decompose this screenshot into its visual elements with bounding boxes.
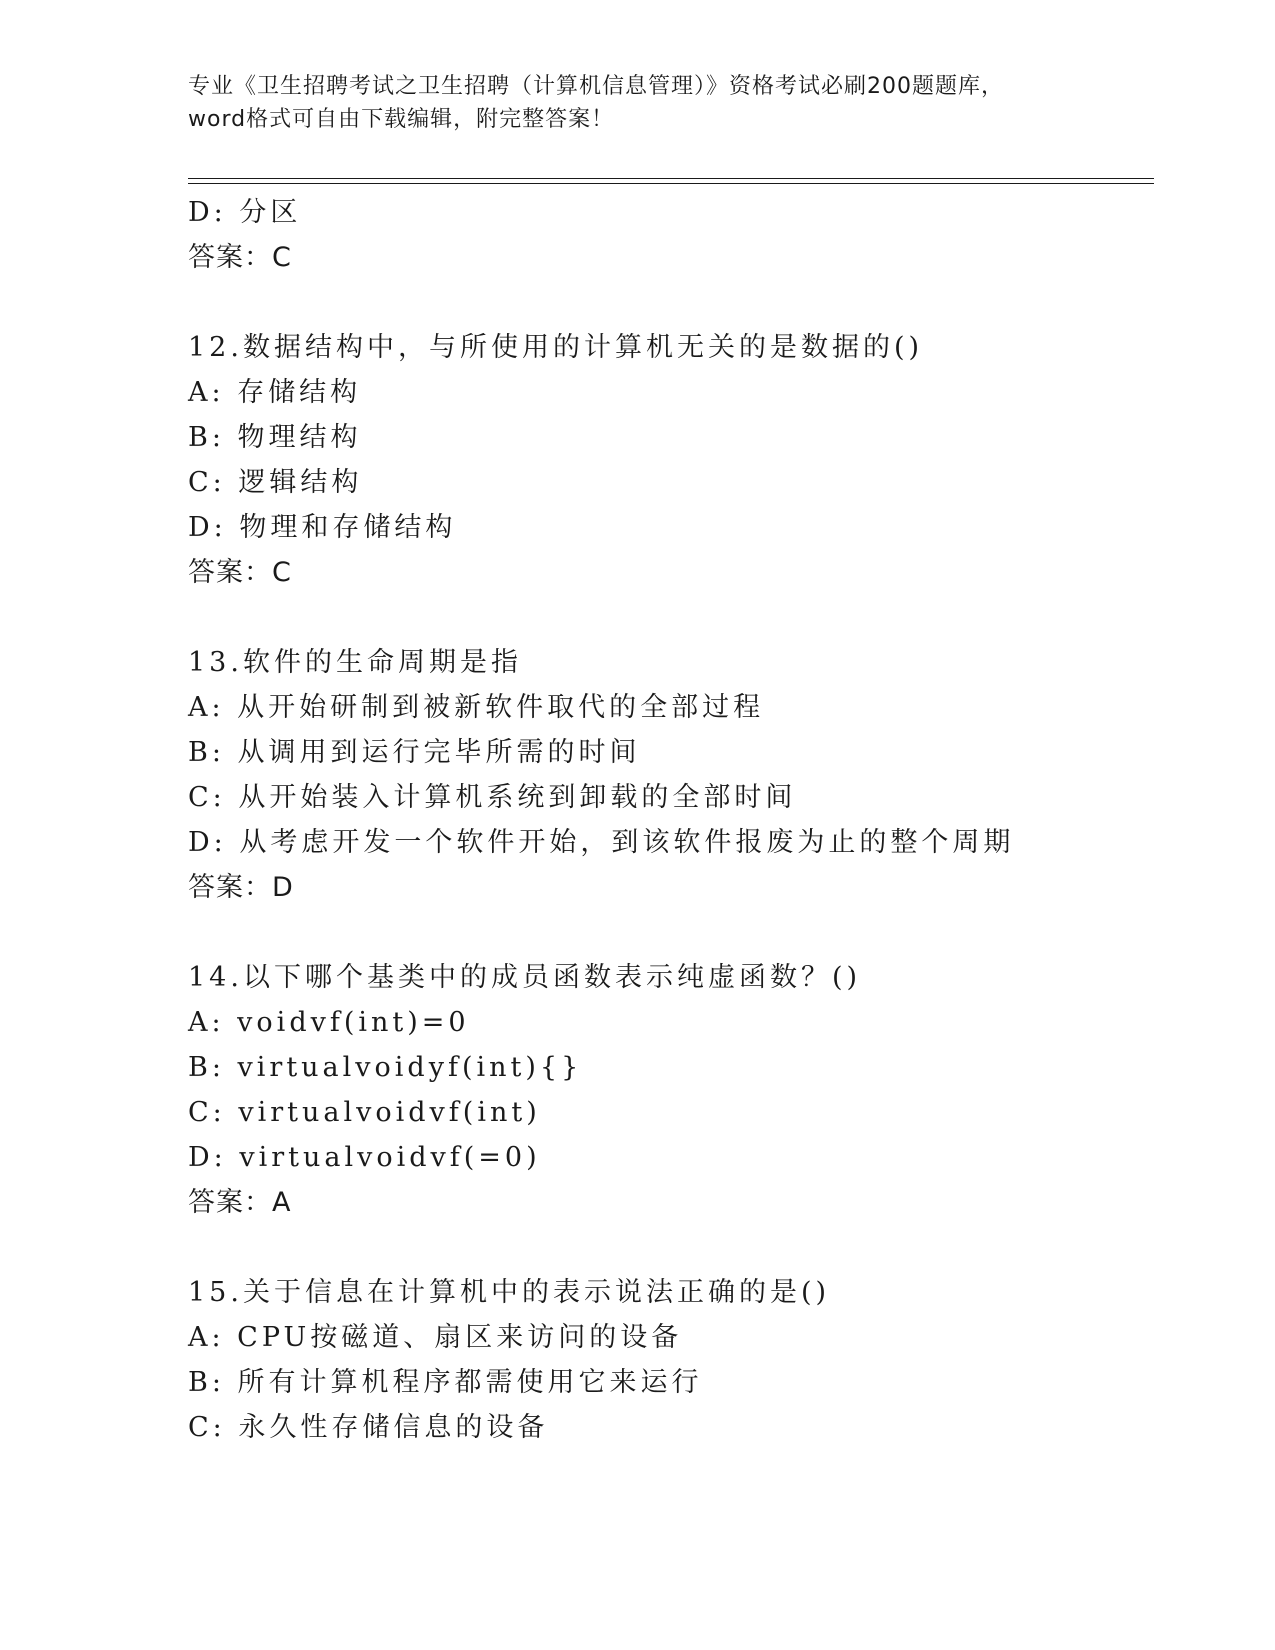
option-d: D: 从考虑开发一个软件开始，到该软件报废为止的整个周期 (188, 827, 1015, 858)
spacer (188, 280, 1148, 325)
option-a: A: 从开始研制到被新软件取代的全部过程 (188, 692, 765, 723)
option-c: C: virtualvoidvf(int) (188, 1097, 541, 1128)
answer-line: 答案：A (188, 1187, 292, 1218)
spacer (188, 910, 1148, 955)
question-stem-15: 15.关于信息在计算机中的表示说法正确的是() (188, 1277, 831, 1308)
option-b: B: 从调用到运行完毕所需的时间 (188, 737, 641, 768)
option-a: A: CPU按磁道、扇区来访问的设备 (188, 1322, 683, 1353)
question-stem-12: 12.数据结构中，与所使用的计算机无关的是数据的() (188, 332, 924, 363)
option-d: D: 物理和存储结构 (188, 512, 457, 543)
option-a: A: voidvf(int)=0 (188, 1007, 470, 1038)
option-b: B: 物理结构 (188, 422, 362, 453)
question-stem-13: 13.软件的生命周期是指 (188, 647, 522, 678)
option-c: C: 从开始装入计算机系统到卸载的全部时间 (188, 782, 797, 813)
spacer (188, 1225, 1148, 1270)
question-list (188, 190, 1148, 1450)
document-header (188, 70, 1088, 136)
spacer (188, 595, 1148, 640)
option-c: C: 逻辑结构 (188, 467, 363, 498)
option-b: B: virtualvoidyf(int){} (188, 1052, 583, 1083)
header-line-2: word格式可自由下载编辑，附完整答案！ (188, 107, 615, 132)
option-d: D: 分区 (188, 197, 302, 228)
question-stem-14: 14.以下哪个基类中的成员函数表示纯虚函数？() (188, 962, 862, 993)
answer-line: 答案：D (188, 872, 294, 903)
answer-line: 答案：C (188, 557, 292, 588)
option-c: C: 永久性存储信息的设备 (188, 1412, 549, 1443)
option-b: B: 所有计算机程序都需使用它来运行 (188, 1367, 703, 1398)
header-line-1: 专业《卫生招聘考试之卫生招聘（计算机信息管理）》资格考试必刷200题题库， (188, 74, 1004, 99)
option-a: A: 存储结构 (188, 377, 362, 408)
header-divider-top (188, 178, 1154, 179)
answer-line: 答案：C (188, 242, 292, 273)
option-d: D: virtualvoidvf(=0) (188, 1142, 541, 1173)
header-divider-bottom (188, 183, 1154, 184)
